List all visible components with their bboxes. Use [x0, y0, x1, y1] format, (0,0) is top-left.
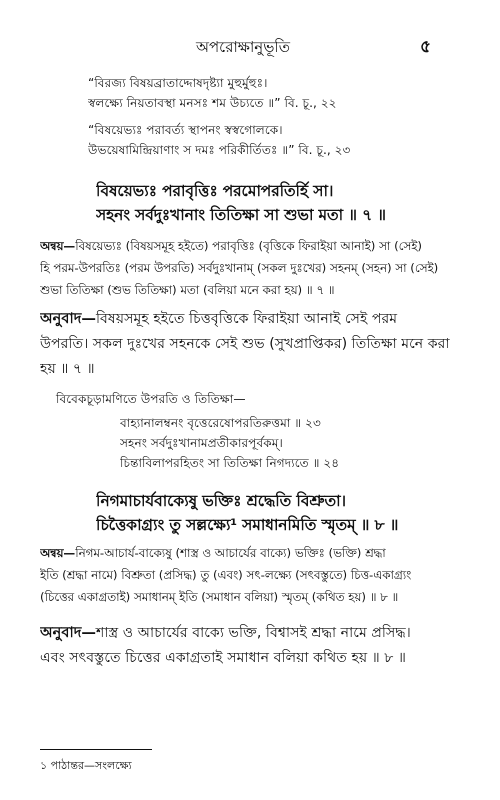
sanskrit-verse-7 [96, 179, 386, 227]
anvaya-7 [40, 235, 472, 301]
page-header [0, 36, 500, 58]
anvaya-label: অন্বয়— [40, 546, 76, 560]
vivek-quote [120, 413, 339, 473]
vivek-intro: বিবেকচূড়ামণিতে উপরতি ও তিতিক্ষা— [56, 392, 246, 406]
vivek-line: চিন্তাবিলাপরহিতং সা তিতিক্ষা নিগদ্যতে ॥ ২৪ [120, 456, 340, 470]
quote-line: উভয়েষামিন্দ্রিয়াণাং স দমঃ পরিকীর্তিতঃ ॥” বি. চূ., ২৩ [88, 143, 351, 157]
page-number: ৫ [420, 37, 432, 57]
verse-line: চিত্তৈকাগ্র্যং তু সল্লক্ষ্যে¹ সমাধানমিতি স্মৃতম্‌ ॥ ৮ ॥ [96, 516, 399, 534]
anuvada-8 [40, 620, 476, 671]
anvaya-text: বিষয়েভ্যঃ (বিষয়সমূহ হইতে) পরাবৃত্তিঃ (বৃত্তিকে ফিরাইয়া আনাই) সা (সেই) [75, 239, 423, 253]
verse-line: সহনং সর্বদুঃখানাং তিতিক্ষা সা শুভা মতা ॥ ৭ ॥ [96, 206, 386, 224]
anvaya-text: শুভা তিতিক্ষা (শুভ তিতিক্ষা) মতা (বলিয়া মনে করা হয়) ॥ ৭ ॥ [40, 283, 335, 297]
anuvada-text: হয় ॥ ৭ ॥ [40, 361, 95, 377]
verse-line: নিগমাচার্যবাক্যেষু ভক্তিঃ শ্রদ্ধেতি বিশ্রুতা। [96, 492, 346, 510]
anvaya-text: ইতি (শ্রদ্ধা নামে) বিশ্রুতা (প্রসিদ্ধ) তু (এবং) সৎ-লক্ষ্যে (সৎবস্তুতে) চিত্ত-একাগ্র্যং [40, 568, 412, 582]
sanskrit-verse-8 [96, 489, 398, 537]
quote-line: “বিরজ্য বিষয়ব্রাতাদ্দোষদৃষ্ট্যা মুহুর্মুহুঃ। [88, 76, 268, 90]
anvaya-8 [40, 542, 472, 608]
anvaya-text: হি পরম-উপরতিঃ (পরম উপরতি) সর্বদুঃখানাম্‌ (সকল দুঃখের) সহনম্‌ (সহন) সা (সেই) [40, 261, 439, 275]
verse-line: বিষয়েভ্যঃ পরাবৃত্তিঃ পরমোপরতির্হি সা। [96, 182, 334, 200]
anuvada-7 [40, 306, 476, 382]
anvaya-text: নিগম-আচার্য-বাক্যেষু (শাস্ত্র ও আচার্যের বাক্যে) ভক্তিঃ (ভক্তি) শ্রদ্ধা [75, 546, 386, 560]
anuvada-text: শাস্ত্র ও আচার্যের বাক্যে ভক্তি, বিশ্বাসই শ্রদ্ধা নামে প্রসিদ্ধ। [95, 625, 411, 641]
anuvada-label: অনুবাদ— [40, 310, 96, 327]
quote-line: “বিষয়েভ্যঃ পরাবর্ত্য স্থাপনং স্বস্বগোলকে। [88, 123, 283, 137]
quote-vivekachudamani-22 [88, 73, 337, 113]
anuvada-text: বিষয়সমূহ হইতে চিত্তবৃত্তিকে ফিরাইয়া আনাই সেই পরম [95, 311, 398, 327]
anuvada-text: উপরতি। সকল দুঃখের সহনকে সেই শুভ (সুখপ্রাপ্তিকর) তিতিক্ষা মনে করা [40, 336, 450, 352]
quote-vivekachudamani-23 [88, 120, 350, 160]
quote-line: স্বলক্ষ্যে নিয়তাবস্থা মনসঃ শম উচ্যতে ॥” বি. চূ., ২২ [88, 96, 337, 110]
vivek-line: সহনং সর্বদুঃখানামপ্রতীকারপূর্বকম্‌। [120, 436, 283, 450]
anuvada-text: এবং সৎবস্তুতে চিত্তের একাগ্রতাই সমাধান বলিয়া কথিত হয় ॥ ৮ ॥ [40, 650, 407, 666]
anvaya-label: অন্বয়— [40, 239, 76, 253]
anvaya-text: (চিত্তের একাগ্রতাই) সমাধানম্‌ ইতি (সমাধান বলিয়া) স্মৃতম্‌ (কথিত হয়) ॥ ৮ ॥ [40, 590, 399, 604]
anuvada-label: অনুবাদ— [40, 624, 96, 641]
footnote-rule [40, 749, 152, 750]
vivek-line: বাহ্যানালম্বনং বৃত্তেরেষোপরতিরুত্তমা ॥ ২৩ [120, 416, 321, 430]
footnote: ১ পাঠান্তর—সংলক্ষ্যে [40, 759, 132, 772]
running-title: অপরোক্ষানুভূতি [196, 38, 290, 56]
